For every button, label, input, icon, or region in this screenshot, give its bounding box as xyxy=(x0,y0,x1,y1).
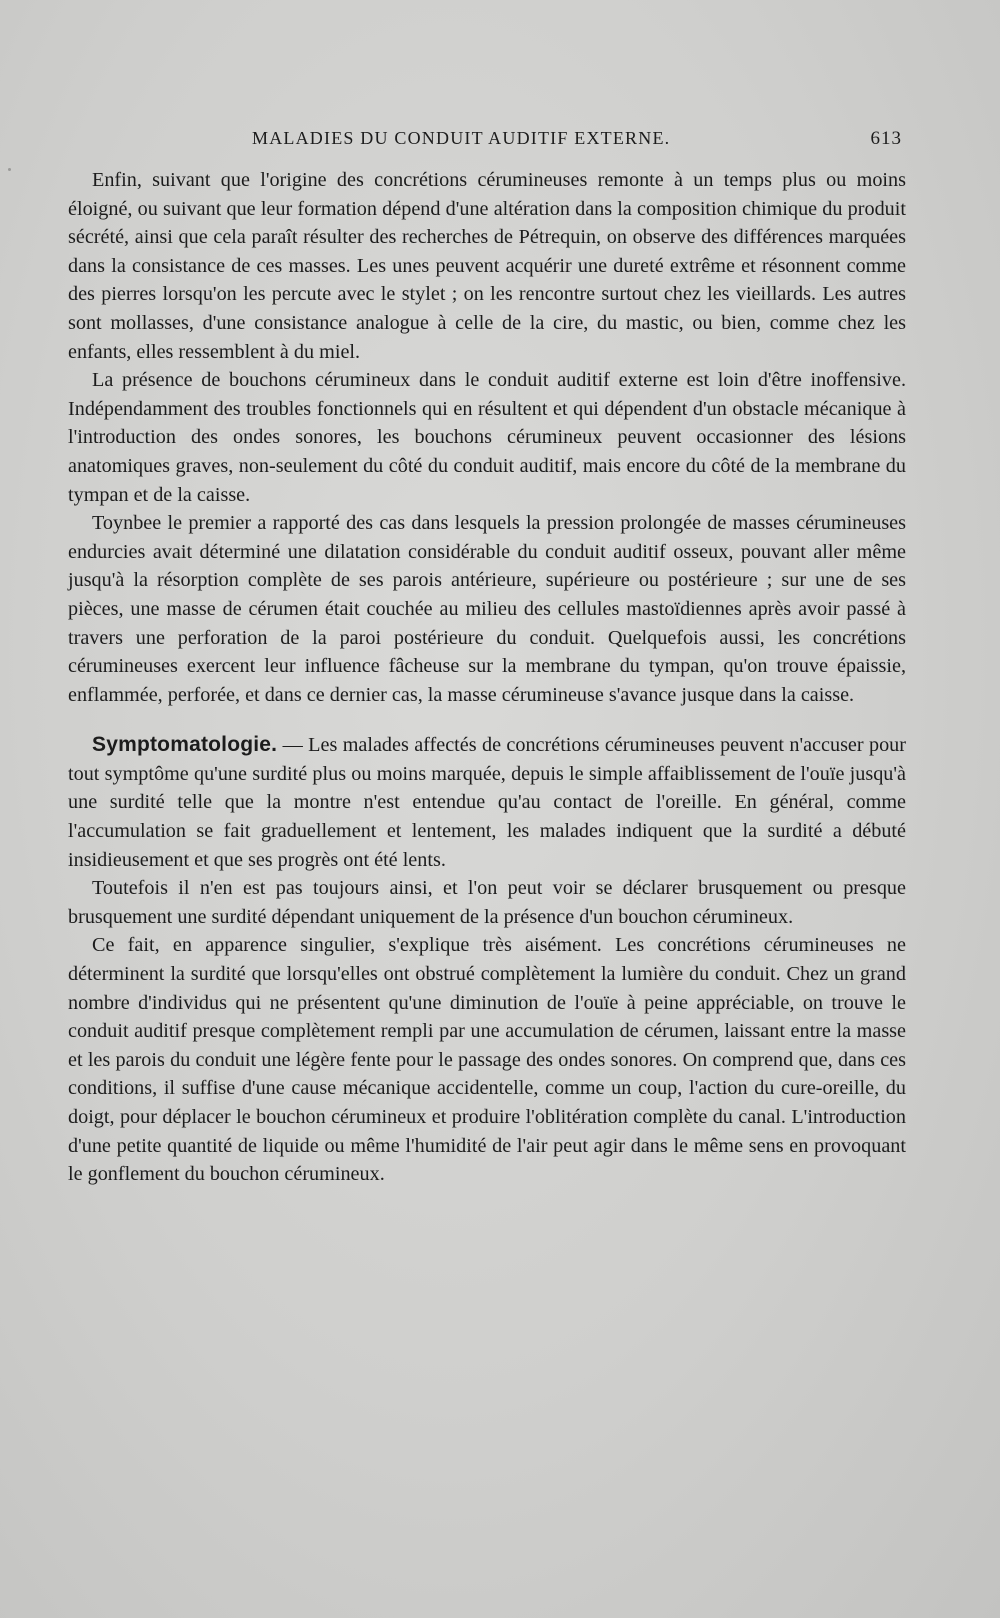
paragraph-ce-fait: Ce fait, en apparence singulier, s'explique très aisément. Les concrétions cérumineuses ne déterminent la surdité que lorsqu'elles ont obstrué complètement la lumière du conduit. Chez un grand nombre d'individus qui ne présentent qu'une diminution de l'ouïe à peine appréciable, on trouve le conduit auditif presque complètement rempli par une accumulation de cérumen, laissant entre la masse et les parois du conduit une légère fente pour le passage des ondes sonores. On comprend que, dans ces conditions, il suffise d'une cause mécanique accidentelle, comme un coup, l'action du cure-oreille, du doigt, pour déplacer le bouchon cérumineux et produire l'oblitération complète du canal. L'introduction d'une petite quantité de liquide ou même l'humidité de l'air peut agir dans le même sens en provoquant le gonflement du bouchon cérumineux. xyxy=(68,934,906,1186)
paragraph-toutefois: Toutefois il n'en est pas toujours ainsi, et l'on peut voir se déclarer brusquement ou presque brusquement une surdité dépendant uniquement de la présence d'un bouchon cérumineux. xyxy=(68,877,906,928)
body-text xyxy=(68,166,906,1189)
margin-speck xyxy=(8,168,11,171)
paragraph-toynbee: Toynbee le premier a rapporté des cas dans lesquels la pression prolongée de masses cérumineuses endurcies avait déterminé une dilatation considérable du conduit auditif osseux, pouvant aller même jusqu'à la résorption complète de ses parois antérieure, supérieure ou postérieure ; sur une de ses pièces, une masse de cérumen était couchée au milieu des cellules mastoïdiennes après avoir passé à travers une perforation de la paroi postérieure du conduit. Quelquefois aussi, les concrétions cérumineuses exercent leur influence fâcheuse sur la membrane du tympan, qu'on trouve épaissie, enflammée, perforée, et dans ce dernier cas, la masse cérumineuse s'avance jusque dans la caisse. xyxy=(68,512,906,706)
running-head xyxy=(72,128,906,158)
running-title: MALADIES DU CONDUIT AUDITIF EXTERNE. xyxy=(252,128,671,148)
section-symptomatologie xyxy=(68,731,906,874)
paragraph-consistance: Enfin, suivant que l'origine des concrétions cérumineuses remonte à un temps plus ou moins éloigné, ou suivant que leur formation dépend d'une altération dans la composition chimique du produit sécrété, ainsi que cela paraît résulter des recherches de Pétrequin, on observe des différences marquées dans la consistance de ces masses. Les unes peuvent acquérir une dureté extrême et résonnent comme des pierres lorsqu'on les percute avec le stylet ; on les rencontre surtout chez les vieillards. Les autres sont mollasses, d'une consistance analogue à celle de la cire, du mastic, ou bien, comme chez les enfants, elles ressemblent à du miel. xyxy=(68,169,906,363)
section-lead-text: — Les malades affectés de concrétions cérumineuses peuvent n'accuser pour tout symptôme qu'une surdité plus ou moins marquée, depuis le simple affaiblissement de l'ouïe jusqu'à une surdité telle que la montre n'est entendue qu'au contact de l'oreille. En général, comme l'accumulation se fait graduellement et lentement, les malades indiquent que la surdité a débuté insidieusement et que ses progrès ont été lents. xyxy=(68,734,906,871)
section-heading: Symptomatologie. xyxy=(92,733,278,757)
page-number: 613 xyxy=(870,128,902,149)
paragraph-presence: La présence de bouchons cérumineux dans le conduit auditif externe est loin d'être inoffensive. Indépendamment des troubles fonctionnels qui en résultent et qui dépendent d'un obstacle mécanique à l'introduction des ondes sonores, les bouchons cérumineux peuvent occasionner des lésions anatomiques graves, non-seulement du côté du conduit auditif, mais encore du côté de la membrane du tympan et de la caisse. xyxy=(68,369,906,506)
